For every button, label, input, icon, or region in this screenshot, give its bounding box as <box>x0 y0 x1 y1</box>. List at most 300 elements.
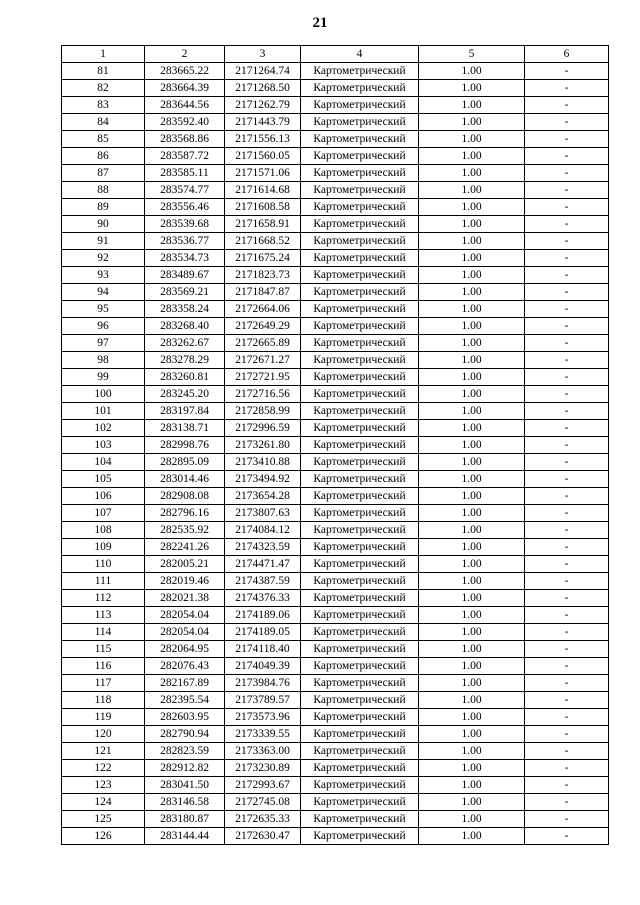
note-cell: - <box>525 522 609 539</box>
table-row <box>62 403 609 420</box>
accuracy-cell: 1.00 <box>419 420 525 437</box>
coordinates-table <box>61 45 609 845</box>
note-cell: - <box>525 709 609 726</box>
point-number-cell: 115 <box>62 641 145 658</box>
table-row <box>62 743 609 760</box>
y-coordinate-cell: 2174049.39 <box>225 658 301 675</box>
point-number-cell: 106 <box>62 488 145 505</box>
note-cell: - <box>525 454 609 471</box>
point-number-cell: 97 <box>62 335 145 352</box>
note-cell: - <box>525 777 609 794</box>
method-cell: Картометрический <box>301 165 419 182</box>
column-header: 5 <box>419 46 525 63</box>
point-number-cell: 84 <box>62 114 145 131</box>
note-cell: - <box>525 692 609 709</box>
point-number-cell: 108 <box>62 522 145 539</box>
y-coordinate-cell: 2172649.29 <box>225 318 301 335</box>
accuracy-cell: 1.00 <box>419 284 525 301</box>
y-coordinate-cell: 2171668.52 <box>225 233 301 250</box>
column-header: 1 <box>62 46 145 63</box>
accuracy-cell: 1.00 <box>419 301 525 318</box>
note-cell: - <box>525 556 609 573</box>
point-number-cell: 124 <box>62 794 145 811</box>
accuracy-cell: 1.00 <box>419 811 525 828</box>
method-cell: Картометрический <box>301 386 419 403</box>
y-coordinate-cell: 2172716.56 <box>225 386 301 403</box>
note-cell: - <box>525 369 609 386</box>
method-cell: Картометрический <box>301 437 419 454</box>
point-number-cell: 85 <box>62 131 145 148</box>
x-coordinate-cell: 282054.04 <box>145 607 225 624</box>
table-row <box>62 675 609 692</box>
method-cell: Картометрический <box>301 471 419 488</box>
accuracy-cell: 1.00 <box>419 709 525 726</box>
table-row <box>62 199 609 216</box>
accuracy-cell: 1.00 <box>419 794 525 811</box>
y-coordinate-cell: 2174387.59 <box>225 573 301 590</box>
y-coordinate-cell: 2171443.79 <box>225 114 301 131</box>
x-coordinate-cell: 282908.08 <box>145 488 225 505</box>
point-number-cell: 87 <box>62 165 145 182</box>
point-number-cell: 122 <box>62 760 145 777</box>
table-row <box>62 624 609 641</box>
method-cell: Картометрический <box>301 352 419 369</box>
column-header: 2 <box>145 46 225 63</box>
note-cell: - <box>525 267 609 284</box>
point-number-cell: 125 <box>62 811 145 828</box>
x-coordinate-cell: 283585.11 <box>145 165 225 182</box>
method-cell: Картометрический <box>301 284 419 301</box>
point-number-cell: 120 <box>62 726 145 743</box>
y-coordinate-cell: 2174084.12 <box>225 522 301 539</box>
table-row <box>62 267 609 284</box>
accuracy-cell: 1.00 <box>419 182 525 199</box>
point-number-cell: 126 <box>62 828 145 845</box>
method-cell: Картометрический <box>301 709 419 726</box>
table-row <box>62 794 609 811</box>
method-cell: Картометрический <box>301 301 419 318</box>
table-row <box>62 828 609 845</box>
method-cell: Картометрический <box>301 505 419 522</box>
table-row <box>62 556 609 573</box>
note-cell: - <box>525 760 609 777</box>
y-coordinate-cell: 2172664.06 <box>225 301 301 318</box>
table-row <box>62 131 609 148</box>
table-row <box>62 301 609 318</box>
x-coordinate-cell: 282167.89 <box>145 675 225 692</box>
x-coordinate-cell: 282019.46 <box>145 573 225 590</box>
x-coordinate-cell: 283262.67 <box>145 335 225 352</box>
y-coordinate-cell: 2173807.63 <box>225 505 301 522</box>
y-coordinate-cell: 2171608.58 <box>225 199 301 216</box>
x-coordinate-cell: 283592.40 <box>145 114 225 131</box>
point-number-cell: 118 <box>62 692 145 709</box>
accuracy-cell: 1.00 <box>419 369 525 386</box>
method-cell: Картометрический <box>301 828 419 845</box>
accuracy-cell: 1.00 <box>419 437 525 454</box>
point-number-cell: 92 <box>62 250 145 267</box>
note-cell: - <box>525 658 609 675</box>
note-cell: - <box>525 63 609 80</box>
method-cell: Картометрический <box>301 641 419 658</box>
point-number-cell: 93 <box>62 267 145 284</box>
note-cell: - <box>525 488 609 505</box>
table-row <box>62 335 609 352</box>
accuracy-cell: 1.00 <box>419 80 525 97</box>
point-number-cell: 101 <box>62 403 145 420</box>
method-cell: Картометрический <box>301 80 419 97</box>
x-coordinate-cell: 283536.77 <box>145 233 225 250</box>
table-row <box>62 658 609 675</box>
point-number-cell: 94 <box>62 284 145 301</box>
x-coordinate-cell: 282021.38 <box>145 590 225 607</box>
note-cell: - <box>525 471 609 488</box>
point-number-cell: 86 <box>62 148 145 165</box>
y-coordinate-cell: 2172721.95 <box>225 369 301 386</box>
table-row <box>62 386 609 403</box>
note-cell: - <box>525 80 609 97</box>
method-cell: Картометрический <box>301 403 419 420</box>
table-row <box>62 777 609 794</box>
accuracy-cell: 1.00 <box>419 318 525 335</box>
accuracy-cell: 1.00 <box>419 607 525 624</box>
table-row <box>62 284 609 301</box>
method-cell: Картометрический <box>301 539 419 556</box>
table-row <box>62 80 609 97</box>
y-coordinate-cell: 2172858.99 <box>225 403 301 420</box>
accuracy-cell: 1.00 <box>419 675 525 692</box>
method-cell: Картометрический <box>301 233 419 250</box>
y-coordinate-cell: 2173410.88 <box>225 454 301 471</box>
accuracy-cell: 1.00 <box>419 131 525 148</box>
table-row <box>62 471 609 488</box>
page-number: 21 <box>312 15 328 31</box>
method-cell: Картометрический <box>301 454 419 471</box>
x-coordinate-cell: 283014.46 <box>145 471 225 488</box>
accuracy-cell: 1.00 <box>419 692 525 709</box>
note-cell: - <box>525 437 609 454</box>
point-number-cell: 88 <box>62 182 145 199</box>
y-coordinate-cell: 2172745.08 <box>225 794 301 811</box>
method-cell: Картометрический <box>301 114 419 131</box>
y-coordinate-cell: 2173363.00 <box>225 743 301 760</box>
x-coordinate-cell: 283568.86 <box>145 131 225 148</box>
accuracy-cell: 1.00 <box>419 522 525 539</box>
x-coordinate-cell: 283180.87 <box>145 811 225 828</box>
method-cell: Картометрический <box>301 811 419 828</box>
note-cell: - <box>525 811 609 828</box>
y-coordinate-cell: 2173230.89 <box>225 760 301 777</box>
table-row <box>62 692 609 709</box>
point-number-cell: 105 <box>62 471 145 488</box>
method-cell: Картометрический <box>301 675 419 692</box>
x-coordinate-cell: 283644.56 <box>145 97 225 114</box>
table-row <box>62 488 609 505</box>
table-row <box>62 352 609 369</box>
x-coordinate-cell: 282395.54 <box>145 692 225 709</box>
table-row <box>62 641 609 658</box>
table-row <box>62 760 609 777</box>
method-cell: Картометрический <box>301 63 419 80</box>
method-cell: Картометрический <box>301 658 419 675</box>
note-cell: - <box>525 131 609 148</box>
table-row <box>62 369 609 386</box>
y-coordinate-cell: 2173494.92 <box>225 471 301 488</box>
x-coordinate-cell: 282823.59 <box>145 743 225 760</box>
table-row <box>62 437 609 454</box>
x-coordinate-cell: 283278.29 <box>145 352 225 369</box>
note-cell: - <box>525 318 609 335</box>
point-number-cell: 112 <box>62 590 145 607</box>
note-cell: - <box>525 284 609 301</box>
method-cell: Картометрический <box>301 777 419 794</box>
method-cell: Картометрический <box>301 590 419 607</box>
x-coordinate-cell: 282895.09 <box>145 454 225 471</box>
method-cell: Картометрический <box>301 199 419 216</box>
note-cell: - <box>525 505 609 522</box>
method-cell: Картометрический <box>301 420 419 437</box>
note-cell: - <box>525 352 609 369</box>
method-cell: Картометрический <box>301 794 419 811</box>
note-cell: - <box>525 420 609 437</box>
method-cell: Картометрический <box>301 573 419 590</box>
note-cell: - <box>525 114 609 131</box>
method-cell: Картометрический <box>301 607 419 624</box>
header-row <box>62 46 609 63</box>
table-row <box>62 63 609 80</box>
x-coordinate-cell: 283664.39 <box>145 80 225 97</box>
y-coordinate-cell: 2174118.40 <box>225 641 301 658</box>
note-cell: - <box>525 624 609 641</box>
y-coordinate-cell: 2171264.74 <box>225 63 301 80</box>
note-cell: - <box>525 607 609 624</box>
accuracy-cell: 1.00 <box>419 267 525 284</box>
point-number-cell: 83 <box>62 97 145 114</box>
accuracy-cell: 1.00 <box>419 148 525 165</box>
x-coordinate-cell: 283665.22 <box>145 63 225 80</box>
y-coordinate-cell: 2171823.73 <box>225 267 301 284</box>
note-cell: - <box>525 794 609 811</box>
table-row <box>62 607 609 624</box>
x-coordinate-cell: 283146.58 <box>145 794 225 811</box>
point-number-cell: 100 <box>62 386 145 403</box>
x-coordinate-cell: 283489.67 <box>145 267 225 284</box>
table-row <box>62 420 609 437</box>
x-coordinate-cell: 282076.43 <box>145 658 225 675</box>
point-number-cell: 91 <box>62 233 145 250</box>
point-number-cell: 109 <box>62 539 145 556</box>
y-coordinate-cell: 2172671.27 <box>225 352 301 369</box>
y-coordinate-cell: 2172993.67 <box>225 777 301 794</box>
y-coordinate-cell: 2171847.87 <box>225 284 301 301</box>
x-coordinate-cell: 283539.68 <box>145 216 225 233</box>
x-coordinate-cell: 283138.71 <box>145 420 225 437</box>
accuracy-cell: 1.00 <box>419 403 525 420</box>
note-cell: - <box>525 97 609 114</box>
table-row <box>62 811 609 828</box>
note-cell: - <box>525 675 609 692</box>
y-coordinate-cell: 2173789.57 <box>225 692 301 709</box>
x-coordinate-cell: 283587.72 <box>145 148 225 165</box>
table-row <box>62 539 609 556</box>
table-row <box>62 165 609 182</box>
table-row <box>62 522 609 539</box>
method-cell: Картометрический <box>301 488 419 505</box>
accuracy-cell: 1.00 <box>419 641 525 658</box>
table-row <box>62 573 609 590</box>
note-cell: - <box>525 216 609 233</box>
accuracy-cell: 1.00 <box>419 743 525 760</box>
accuracy-cell: 1.00 <box>419 352 525 369</box>
note-cell: - <box>525 148 609 165</box>
point-number-cell: 96 <box>62 318 145 335</box>
x-coordinate-cell: 282790.94 <box>145 726 225 743</box>
y-coordinate-cell: 2173339.55 <box>225 726 301 743</box>
note-cell: - <box>525 726 609 743</box>
column-header: 3 <box>225 46 301 63</box>
table-row <box>62 97 609 114</box>
x-coordinate-cell: 283245.20 <box>145 386 225 403</box>
note-cell: - <box>525 250 609 267</box>
y-coordinate-cell: 2174376.33 <box>225 590 301 607</box>
point-number-cell: 90 <box>62 216 145 233</box>
table-row <box>62 148 609 165</box>
note-cell: - <box>525 386 609 403</box>
method-cell: Картометрический <box>301 318 419 335</box>
point-number-cell: 111 <box>62 573 145 590</box>
y-coordinate-cell: 2173261.80 <box>225 437 301 454</box>
accuracy-cell: 1.00 <box>419 590 525 607</box>
y-coordinate-cell: 2171614.68 <box>225 182 301 199</box>
method-cell: Картометрический <box>301 624 419 641</box>
table-row <box>62 182 609 199</box>
point-number-cell: 123 <box>62 777 145 794</box>
point-number-cell: 82 <box>62 80 145 97</box>
x-coordinate-cell: 282998.76 <box>145 437 225 454</box>
method-cell: Картометрический <box>301 692 419 709</box>
x-coordinate-cell: 282535.92 <box>145 522 225 539</box>
accuracy-cell: 1.00 <box>419 454 525 471</box>
note-cell: - <box>525 335 609 352</box>
accuracy-cell: 1.00 <box>419 335 525 352</box>
x-coordinate-cell: 282241.26 <box>145 539 225 556</box>
point-number-cell: 117 <box>62 675 145 692</box>
y-coordinate-cell: 2171571.06 <box>225 165 301 182</box>
accuracy-cell: 1.00 <box>419 777 525 794</box>
accuracy-cell: 1.00 <box>419 505 525 522</box>
note-cell: - <box>525 199 609 216</box>
x-coordinate-cell: 283569.21 <box>145 284 225 301</box>
point-number-cell: 81 <box>62 63 145 80</box>
note-cell: - <box>525 828 609 845</box>
note-cell: - <box>525 641 609 658</box>
point-number-cell: 95 <box>62 301 145 318</box>
method-cell: Картометрический <box>301 743 419 760</box>
y-coordinate-cell: 2174471.47 <box>225 556 301 573</box>
point-number-cell: 98 <box>62 352 145 369</box>
accuracy-cell: 1.00 <box>419 624 525 641</box>
table-row <box>62 590 609 607</box>
y-coordinate-cell: 2171560.05 <box>225 148 301 165</box>
column-header: 6 <box>525 46 609 63</box>
method-cell: Картометрический <box>301 556 419 573</box>
table-row <box>62 505 609 522</box>
y-coordinate-cell: 2174323.59 <box>225 539 301 556</box>
accuracy-cell: 1.00 <box>419 97 525 114</box>
note-cell: - <box>525 301 609 318</box>
table-body <box>62 63 609 845</box>
accuracy-cell: 1.00 <box>419 828 525 845</box>
x-coordinate-cell: 283144.44 <box>145 828 225 845</box>
x-coordinate-cell: 283197.84 <box>145 403 225 420</box>
note-cell: - <box>525 539 609 556</box>
table-row <box>62 114 609 131</box>
table-row <box>62 726 609 743</box>
method-cell: Картометрический <box>301 760 419 777</box>
method-cell: Картометрический <box>301 369 419 386</box>
note-cell: - <box>525 182 609 199</box>
y-coordinate-cell: 2174189.05 <box>225 624 301 641</box>
y-coordinate-cell: 2172635.33 <box>225 811 301 828</box>
y-coordinate-cell: 2172665.89 <box>225 335 301 352</box>
point-number-cell: 113 <box>62 607 145 624</box>
method-cell: Картометрический <box>301 726 419 743</box>
point-number-cell: 89 <box>62 199 145 216</box>
accuracy-cell: 1.00 <box>419 216 525 233</box>
y-coordinate-cell: 2171658.91 <box>225 216 301 233</box>
x-coordinate-cell: 282796.16 <box>145 505 225 522</box>
y-coordinate-cell: 2173984.76 <box>225 675 301 692</box>
note-cell: - <box>525 743 609 760</box>
y-coordinate-cell: 2171556.13 <box>225 131 301 148</box>
x-coordinate-cell: 283358.24 <box>145 301 225 318</box>
x-coordinate-cell: 282054.04 <box>145 624 225 641</box>
note-cell: - <box>525 165 609 182</box>
accuracy-cell: 1.00 <box>419 760 525 777</box>
accuracy-cell: 1.00 <box>419 488 525 505</box>
note-cell: - <box>525 403 609 420</box>
accuracy-cell: 1.00 <box>419 471 525 488</box>
x-coordinate-cell: 283574.77 <box>145 182 225 199</box>
method-cell: Картометрический <box>301 131 419 148</box>
point-number-cell: 99 <box>62 369 145 386</box>
table-row <box>62 709 609 726</box>
x-coordinate-cell: 283268.40 <box>145 318 225 335</box>
column-header: 4 <box>301 46 419 63</box>
point-number-cell: 116 <box>62 658 145 675</box>
y-coordinate-cell: 2171675.24 <box>225 250 301 267</box>
accuracy-cell: 1.00 <box>419 63 525 80</box>
x-coordinate-cell: 283041.50 <box>145 777 225 794</box>
method-cell: Картометрический <box>301 335 419 352</box>
y-coordinate-cell: 2171262.79 <box>225 97 301 114</box>
note-cell: - <box>525 233 609 250</box>
method-cell: Картометрический <box>301 522 419 539</box>
accuracy-cell: 1.00 <box>419 573 525 590</box>
point-number-cell: 110 <box>62 556 145 573</box>
point-number-cell: 102 <box>62 420 145 437</box>
y-coordinate-cell: 2173573.96 <box>225 709 301 726</box>
method-cell: Картометрический <box>301 148 419 165</box>
accuracy-cell: 1.00 <box>419 386 525 403</box>
note-cell: - <box>525 590 609 607</box>
y-coordinate-cell: 2173654.28 <box>225 488 301 505</box>
accuracy-cell: 1.00 <box>419 250 525 267</box>
x-coordinate-cell: 282005.21 <box>145 556 225 573</box>
accuracy-cell: 1.00 <box>419 233 525 250</box>
accuracy-cell: 1.00 <box>419 165 525 182</box>
point-number-cell: 107 <box>62 505 145 522</box>
